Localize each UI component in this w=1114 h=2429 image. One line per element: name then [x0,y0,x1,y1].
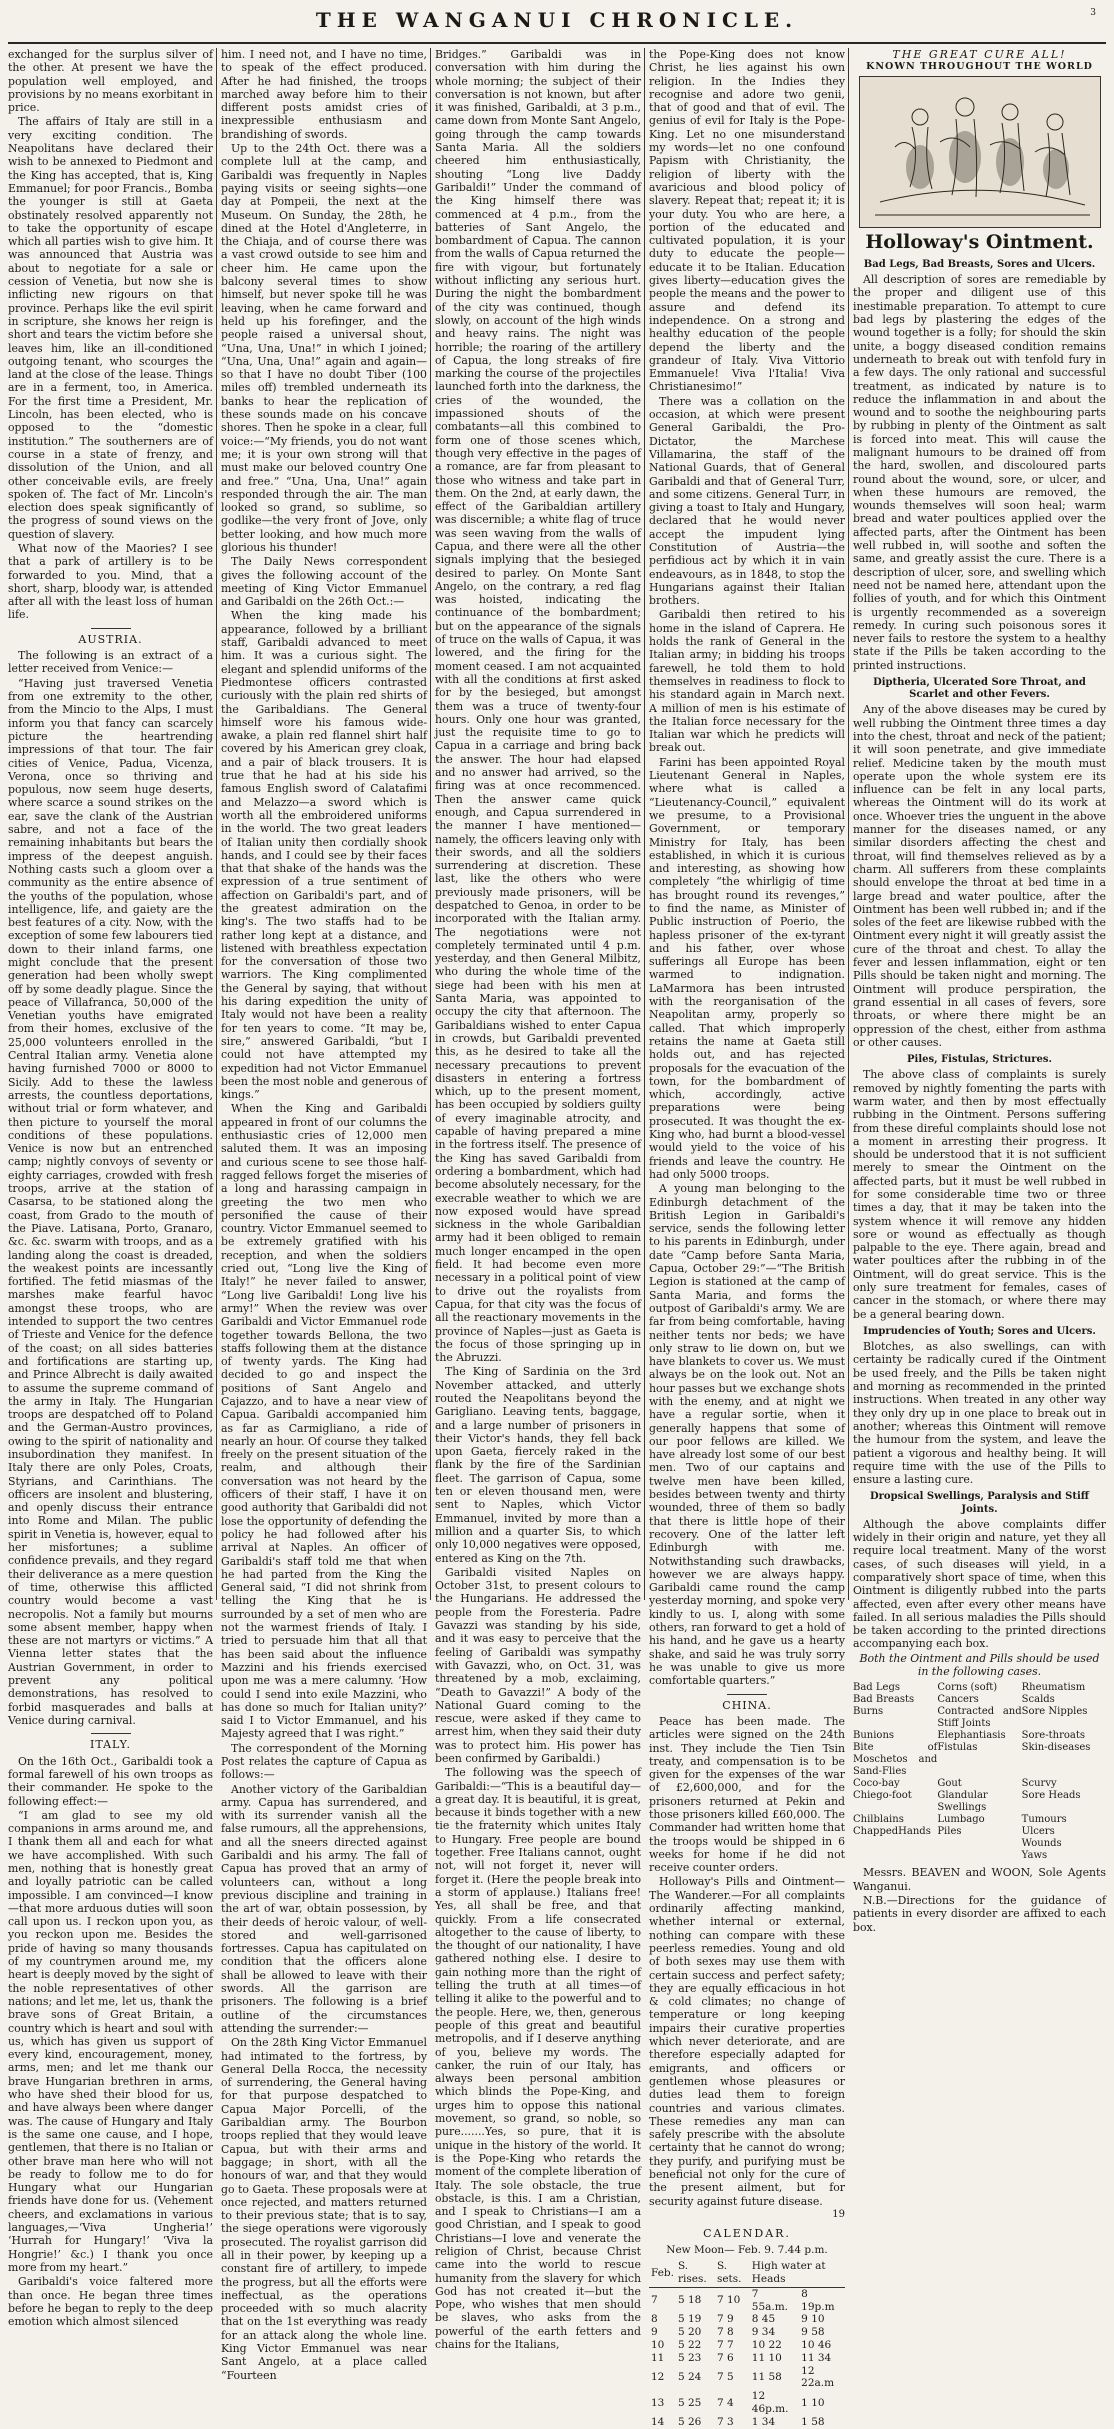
ailment-item: Bunions [853,1730,895,1742]
calendar-cell: 7 4 [716,2396,734,2409]
ailment-item: Skin-diseases [1021,1742,1091,1754]
calendar-cell: 11 10 [751,2351,782,2364]
calendar-cell: 7 3 [716,2415,734,2428]
calendar-cell: 8 45 [751,2313,776,2326]
ad-section-heading: Imprudencies of Youth; Sores and Ulcers. [863,1325,1096,1337]
ailment-item: Scalds [1021,1694,1055,1706]
calendar-cell: 7 9 [716,2313,734,2326]
calendar-cell: 7 7 [716,2339,734,2352]
paragraph: Although the above complaints differ widely in their origin and nature, yet they all require local treatment. Many of the worst cases, of such diseases will yield, in a comparatively short space of time, when this Ointment is diligently rubbed into the parts affected, even after every other means have failed. In all serious maladies the Pills should be taken according to the printed directions accompanying each box. [853,1517,1106,1651]
calendar-moon: New Moon— Feb. 9. 7.44 p.m. [666,2243,828,2256]
column-5-advertisement [853,48,1106,1934]
paragraph: the Pope-King does not know Christ, he lies against his own religion. In the Indies they recognise and adore two genii, that of good and that of evil. The genius of evil for Italy is the Pope-King. Let no one misunderstand my words—let no one confound Papism with Christianity, the religion of liberty with the avaricious and blood policy of slavery. Repeat that; repeat it; it is your duty. You who are here, a portion of the educated and cultivated population, it is your duty to educate the people—educate it to be Italian. Education gives liberty—education gives the people the means and the power to assure and defend its independence. On a strong and healthy education of the people depend the liberty and the grandeur of Italy. Viva Vittorio Emmanuele! Viva l'Italia! Viva Christianesimo!” [649,48,845,394]
calendar-row [649,2365,845,2391]
paragraph: The Daily News correspondent gives the following account of the meeting of King Victor Emmanuel and Garibaldi on the 26th Oct.:— [221,555,427,609]
calendar-cell: 5 22 [677,2339,702,2352]
ailment-item: Yaws [1021,1850,1048,1862]
ailment-item: Contracted and Stiff Joints [937,1706,1022,1730]
paragraph: Another victory of the Garibaldian army. Capua has surrendered, and with its surrender vanish all the false rumours, all the apprehensions, and all the sneers directed against Garibaldi and his army. The fall of Capua has proved that an army of volunteers can, without a long previous discipline and training in the art of war, obtain possession, by their deeds of heroic valour, of well-stored and well-garrisoned fortresses. Capua has capitulated on condition that the officers alone shall be allowed to leave with their swords. All the garrison are prisoners. The following is a brief outline of the circumstances attending the surrender:— [221,1782,427,2035]
column-4 [649,48,845,2428]
calendar-cell: 11 34 [801,2351,832,2364]
calendar-cell: 5 20 [677,2326,702,2339]
paragraph: Holloway's Pills and Ointment—The Wanderer.—For all complaints ordinarily affecting mankind, whether internal or external, nothing can compare with these peerless remedies. Young and old of both sexes may use them with certain success and perfect safety; they are equally efficacious in hot & cold climates; no change of temperature or long keeping impairs their curative properties which never deteriorate, and are therefore especially adapted for emigrants, and officers or gentlemen whose pleasures or duties lead them to foreign countries and various climates. These remedies any man can safely prescribe with the absolute certainty that he cannot do wrong; they purify, and purifying must be beneficial not only for the cure of the present ailment, but for security against future disease. [649,1875,845,2208]
paragraph: The King of Sardinia on the 3rd November attacked, and utterly routed the Neapolitans beyond the Garigliano. Leaving tents, baggage, and a large number of prisoners in their Victor's hands, they fell back upon Gaeta, fiercely raked in the flank by the fire of the Sardinian fleet. The garrison of Capua, some ten or eleven thousand men, were sent to Naples, which Victor Emmanuel, invited by more than a million and a quarter Sis, to which only 10,000 negatives were opposed, entered as King on the 7th. [435,1365,641,1565]
paragraph: Garibaldi's voice faltered more than once. He began three times before he began to reply to the deep emotion which almost silenced [8,2275,213,2329]
ailment-item: Chiego-foot [853,1790,912,1802]
ad-headline: THE GREAT CURE ALL! [892,48,1067,61]
column-divider [848,48,849,1600]
calendar-cell: 8 [651,2313,658,2326]
paragraph: There was a collation on the occasion, at which were present General Garibaldi, the Pro-Dictator, the Marchese Villamarina, the staff of the National Guards, that of General Garibaldi and that of General Turr, and some citizens. General Turr, in giving a toast to Italy and Hungary, declared that he would never accept the impudent lying Constitution of Austria—the perfidious act by which it in vain endeavours, as in 1848, to stop the Hungarians against their Italian brothers. [649,394,845,608]
paragraph: Bridges.” Garibaldi was in conversation with him during the whole morning; the subject of their conversation is not known, but after it was finished, Garibaldi, at 3 p.m., came down from Monte Sant Angelo, going through the camp towards Santa Maria. All the soldiers cheered him enthusiastically, shouting “Long live Daddy Garibaldi!” Under the command of the King himself there was commenced at 4 p.m., from the batteries of Sant Angelo, the bombardment of Capua. The cannon from the walls of Capua returned the fire with vigour, but fortunately without inflicting any serious hurt. During the night the bombardment of the city was continued, though slowly, on account of the high winds and heavy rains. The night was horrible; the roaring of the artillery of Capua, the long streaks of fire marking the course of the projectiles launched forth into the darkness, the cries of the wounded, the impassioned shouts of the combatants—all this combined to form one of those scenes which, though very effective in the pages of a romance, are far from pleasant to those who witness and take part in them. On the 2nd, at early dawn, the effect of the Garibaldian artillery was discernible; a white flag of truce was seen waving from the walls of Capua, and there were all the other signals implying that the besieged desired to parley. On Monte Sant Angelo, on the contrary, a red flag was hoisted, indicating the continuance of the bombardment; but on the appearance of the signals of truce on the walls of Capua, it was lowered, and the firing for the moment ceased. I am not acquainted with all the conditions at first asked for by the besieged, but amongst them was a truce of twenty-four hours. Only one hour was granted, just the requisite time to go to Capua in a carriage and bring back the answer. The hour had elapsed and no answer had arrived, so the firing was at once recommenced. Then the answer came quick enough, and Capua surrendered in the manner I have mentioned—namely, the officers leaving only with their swords, and all the soldiers surrendering at discretion. These last, like the others who were previously made prisoners, will be despatched to Genoa, in order to be incorporated with the Italian army. The negotiations were not completely terminated until 4 p.m. yesterday, and then General Milbitz, who during the whole time of the siege had been with his men at Santa Maria, was appointed to occupy the city that afternoon. The Garibaldians wished to enter Capua in crowds, but Garibaldi prevented this, as he desired to take all the necessary precautions to prevent disasters in entering a fortress which, up to the present moment, has been occupied by soldiers guilty of every imaginable atrocity, and capable of having prepared a mine in the fortress itself. The presence of the King has saved Garibaldi from ordering a bombardment, which had become absolutely necessary, for the execrable weather to which we are now exposed would have spread sickness in the whole Garibaldian army had it been obliged to remain much longer encamped in the open field. It had become even more necessary in a political point of view to drive out the royalists from Capua, for that city was the focus of all the reactionary movements in the province of Naples—just as Gaeta is the focus of those springing up in the Abruzzi. [435,48,641,1365]
ailment-item [937,1850,1021,1862]
header-rule [8,42,1106,44]
ailment-item: Bad Legs [853,1682,900,1694]
ailment-item: Lumbago [937,1814,985,1826]
ailments-list [853,1682,1106,1862]
masthead: THE WANGANUI CHRONICLE. [315,8,799,32]
calendar-row [649,2390,845,2416]
paragraph: The correspondent of the Morning Post relates the capture of Capua as follows:— [221,1741,427,1782]
calendar-cell: 1 10 [801,2396,825,2409]
calendar-title: CALENDAR. [703,2227,791,2241]
ad-section-heading: Bad Legs, Bad Breasts, Sores and Ulcers. [863,258,1096,270]
page-number: 3 [1090,8,1096,18]
ailment-item: Glandular Swellings [937,1790,988,1814]
calendar-header: Feb. [649,2259,676,2287]
paragraph: On the 28th King Victor Emmanuel had intimated to the fortress, by General Della Rocca, the necessity of surrendering, the General having for that purpose despatched to Capua Major Porcelli, of the Garibaldian army. The Bourbon troops replied that they would leave Capua, but with their arms and baggage; in short, with all the honours of war, and that they would go to Gaeta. These proposals were at once rejected, and matters returned to their previous state; that is to say, the siege operations were vigorously prosecuted. The royalist garrison did all in their power, by keeping up a constant fire of artillery, to impede the progress, but all the efforts were ineffectual, as the operations proceeded with so much alacrity that on the 1st everything was ready for an attack along the whole line. King Victor Emmanuel was near Sant Angelo, at a place called “Fourteen [221,2036,427,2382]
calendar-cell: 7 8 [716,2326,734,2339]
ailment-item: Sore-throats [1021,1730,1085,1742]
ad-section-heading: Dropsical Swellings, Paralysis and Stiff Joints. [869,1491,1090,1515]
ailment-item [853,1850,937,1862]
calendar-cell: 7 6 [716,2351,734,2364]
calendar-cell: 10 22 [751,2339,782,2352]
paragraph: Any of the above diseases may be cured by well rubbing the Ointment three times a day into the chest, throat and neck of the patient; it will soon penetrate, and give immediate relief. Medicine taken by the mouth must operate upon the whole system ere its influence can be felt in any local parts, whereas the Ointment will do its work at once. Whoever tries the unguent in the above manner for the diseases named, or any similar disorders affecting the chest and throat, will find themselves relieved as by a charm. All sufferers from these complaints should envelope the throat at bed time in a large bread and water poultice, after the Ointment has been well rubbed in; and if the soles of the feet are likewise rubbed with the Ointment every night it will greatly assist the cure of the throat and chest. To allay the fever and lessen inflammation, eight or ten Pills should be taken night and morning. The Ointment will produce perspiration, the grand essential in all cases of fevers, sore throats, or where there might be an oppression of the chest, either from asthma or other causes. [853,703,1106,1049]
calendar-cell: 5 23 [677,2351,702,2364]
calendar-table [649,2259,845,2428]
calendar-row [649,2352,845,2365]
calendar-cell: 7 55a.m. [751,2287,789,2313]
ailment-item: Sore Nipples [1021,1706,1088,1718]
engraving-illustration [859,76,1101,228]
ailment-item: Gout [937,1778,962,1790]
paragraph: What now of the Maories? I see that a park of artillery is to be forwarded to you. Mind, that a short, sharp, bloody war, is attended after all with the least loss of human life. [8,541,213,622]
section-heading-china: CHINA. [649,1694,845,1712]
calendar-header: S. sets. [715,2259,750,2287]
column-divider [430,48,431,1600]
column-divider [644,48,645,1600]
ad-usage-note: Both the Ointment and Pills should be used in the following cases. [859,1651,1100,1679]
calendar-cell: 7 [651,2294,658,2307]
calendar-cell: 10 46 [801,2339,832,2352]
calendar-cell: 9 34 [751,2326,776,2339]
column-1 [8,48,213,2329]
calendar-row [649,2313,845,2326]
paragraph: The above class of complaints is surely removed by nightly fomenting the parts with warm water, and then by most effectually rubbing in the Ointment. Persons suffering from these direful complaints should lose not a moment in arresting their progress. It should be understood that it is not sufficient merely to smear the Ointment on the affected parts, but it must be well rubbed in for some considerable time two or three times a day, that it may be taken into the system whence it will remove any hidden sore or wound as effectually as though palpable to the eye. There again, bread and water poultices after the rubbing in of the Ointment, will do great service. This is the only sure treatment for females, cases of cancer in the stomach, or where there may be a general bearing down. [853,1068,1106,1321]
paragraph: Peace has been made. The articles were signed on the 24th inst. They include the Tien Tsin treaty, and compensation is to be given for the expenses of the war of £2,600,000, and for the prisoners returned at Pekin and those prisoners killed £60,000. The Commander had written home that the troops would be shipped in 6 weeks for home if he did not receive counter orders. [649,1714,845,1875]
calendar-row [649,2326,845,2339]
calendar-cell: 13 [651,2396,665,2409]
ailment-item: Wounds [1021,1838,1062,1850]
paragraph: him. I need not, and I have no time, to speak of the effect produced. After he had finished, the troops marched away before him to their different posts amidst cries of inexpressible enthusiasm and brandishing of swords. [221,48,427,141]
ailment-item: Piles [937,1826,962,1838]
ad-directions-note: N.B.—Directions for the guidance of patients in every disorder are affixed to each box. [853,1893,1106,1934]
ad-section-heading: Piles, Fistulas, Strictures. [907,1054,1052,1066]
calendar-cell: 12 [651,2371,665,2384]
ailment-item: Rheumatism [1021,1682,1086,1694]
paragraph: Up to the 24th Oct. there was a complete lull at the camp, and Garibaldi was frequently in Naples paying visits or seeing sights—one day at Pompeii, the next at the Museum. On Sunday, the 28th, he dined at the Hotel d'Angleterre, in the Chiaja, and of course there was a vast crowd outside to see him and cheer him. He came upon the balcony several times to show himself, but never spoke till he was leaving, when he came forward and held up his forefinger, and the people raised a universal shout, “Una, Una, Una!” in which I joined; “Una, Una, Una!” again and again—so that I have no doubt Tiber (100 miles off) trembled underneath its banks to hear the replication of these sounds made on his concave shores. Then he spoke in a clear, full voice:—“My friends, you do not want me; it is your own strong will that must make our beloved country One and free.” “Una, Una, Una!” again responded through the air. The man looked so grand, so sublime, so godlike—the very front of Jove, only better looking, and how much more glorious his thunder! [221,142,427,554]
ailment-item: Burns [853,1706,884,1718]
paragraph: Garibaldi then retired to his home in the island of Caprera. He holds the rank of General in the Italian army; in bidding his troops farewell, he told them to hold themselves in readiness to flock to his standard again in March next. A million of men is his estimate of the Italian force necessary for the Italian war which he predicts will break out. [649,608,845,755]
ailment-item: Cancers [937,1694,979,1706]
column-2 [221,48,427,2382]
notice-number: 19 [832,2208,845,2220]
calendar-cell: 10 [651,2339,665,2352]
ailment-item: Fistulas [937,1742,978,1754]
ailment-item: Tumours [1021,1814,1067,1826]
paragraph: Farini has been appointed Royal Lieutenant General in Naples, where what is called a “Lieutenancy-Council,” equivalent we presume, to a Provisional Government, or temporary Ministry for Italy, has been established, in which it is curious and interesting, as showing how completely “the whirligig of time has brought round its revenges,” to find the name, as Minister of Public instruction of Poerio, the hapless prisoner of the ex-tyrant and his father, over whose sufferings all Europe has been warmed to indignation. LaMarmora has been intrusted with the reorganisation of the Neapolitan army, properly so called. That which improperly retains the name at Gaeta still holds out, and has rejected proposals for the evacuation of the town, for the bombardment of which, accordingly, active preparations were being prosecuted. It was thought the ex-King who, had burnt a blood-vessel would yield to the voice of his friends and leave the country. He had only 5000 troops. [649,755,845,1181]
calendar-cell: 7 10 [716,2294,741,2307]
ailment-item: Scurvy [1021,1778,1057,1790]
calendar-body [649,2287,845,2428]
section-heading-austria: AUSTRIA. [8,628,213,646]
paragraph: All description of sores are remediable by the proper and diligent use of this inestimable preparation. To attempt to cure bad legs by plastering the edges of the wound together is a folly; for should the skin unite, a boggy diseased condition remains underneath to break out with tenfold fury in a few days. The only rational and successful treatment, as indicated by nature is to reduce the inflammation in and about the wound and to soothe the neighbouring parts by rubbing in plenty of the Ointment as salt is forced into meat. This will cause the malignant humours to be drained off from the hard, swollen, and discoloured parts round about the wound, sore, or ulcer, and when these humours are removed, the wounds themselves will soon heal; warm bread and water poultices applied over the affected parts, after the Ointment has been well rubbed in, will soothe and soften the same, and greatly assist the cure. There is a description of ulcer, sore, and swelling which need not be named here, attendant upon the follies of youth, and for which this Ointment is urgently recommended as a sovereign remedy. In curing such poisonous sores it never fails to restore the system to a healthy state if the Pills be taken according to the printed instructions. [853,273,1106,672]
paragraph: “Having just traversed Venetia from one extremity to the other, from the Mincio to the Alps, I must inform you that fancy can scarcely picture the heartrending impressions of that tour. The fair cities of Venice, Padua, Vicenza, Verona, once so thriving and populous, now seem huge deserts, where scarce a sound strikes on the ear, save the clank of the Austrian sabre, and not a face of the remaining inhabitants but bears the impress of the deepest anguish. Nothing casts such a gloom over a community as the entire absence of the youths of the population, whose intelligence, life, and gaiety are the best features of a city. Now, with the exception of some few labourers tied down to their inland farms, one might conclude that the present generation had been wholly swept off by some deadly plague. Since the peace of Villafranca, 50,000 of the Venetian youths have emigrated from their homes, exclusive of the 25,000 volunteers enrolled in the Central Italian army. Venetia alone having furnished 7000 or 8000 to Sicily. Add to these the lawless arrests, the countless deportations, without trial or form whatever, and then picture to yourself the moral conditions of these populations. Venice is now but an entrenched camp; nightly convoys of seventy or eighty carriages, crowded with fresh troops, arrive at the station of Casarsa, to be stationed along the coast, from Grado to the mouth of the Piave. Latisana, Porto, Granaro, &c. &c. swarm with troops, and as a landing along the coast is dreaded, the weakest points are incessantly fortified. The fetid miasmas of the marshes make fearful havoc amongst these troops, who are intended to support the two centres of Trieste and Venice for the defence of the coast; on all sides batteries and fortifications are starting up, and Prince Albrecht is daily awaited to assume the supreme command of the army in Italy. The Hungarian troops are despatched off to Poland and the German-Austro provinces, owing to the spirit of nationality and insubordination they manifest. In Italy there are only Poles, Croats, Styrians, and Carinthians. The officers are insolent and blustering, and openly discuss their entrance into Rome and Milan. The public spirit in Venetia is, however, equal to her misfortunes; a sublime confidence prevails, and they regard their deliverance as a mere question of time, otherwise this afflicted country would become a vast necropolis. Not a family but mourns some absent member, happy when these are not martyrs or victims.” A Vienna letter states that the Austrian Government, in order to prevent any political demonstrations, has resolved to forbid masquerades and balls at Venice during carnival. [8,676,213,1727]
ailment-item: Elephantiasis [937,1730,1006,1742]
calendar-row [649,2287,845,2313]
ailment-item: ChappedHands [853,1826,931,1838]
ad-agents: Messrs. BEAVEN and WOON, Sole Agents Wanganui. [853,1866,1106,1893]
ailment-item: Bad Breasts [853,1694,915,1706]
calendar-header: High water at Heads [750,2259,845,2287]
calendar-cell: 11 [651,2351,665,2364]
calendar-cell: 9 58 [801,2326,825,2339]
calendar-header: S. rises. [676,2259,715,2287]
ad-subheadline: KNOWN THROUGHOUT THE WORLD [866,61,1093,73]
calendar-row [649,2416,845,2429]
ailment-item: Corns (soft) [937,1682,998,1694]
ailment-item [853,1838,937,1850]
calendar-cell: 7 5 [716,2371,734,2384]
ad-brand-title: Holloway's Ointment. [865,230,1094,253]
ailment-item: Ulcers [1021,1826,1055,1838]
calendar-cell: 5 25 [677,2396,702,2409]
paragraph: The following is an extract of a letter received from Venice:— [8,649,213,676]
calendar-cell: 14 [651,2415,665,2428]
calendar-cell: 9 10 [801,2313,825,2326]
ailment-item [937,1838,1021,1850]
calendar-cell: 5 24 [677,2371,702,2384]
calendar-cell: 12 46p.m. [751,2390,789,2416]
ailment-item: Chilblains [853,1814,904,1826]
paragraph: When the King and Garibaldi appeared in front of our columns the enthusiastic cries of 12,000 men saluted them. It was an imposing and curious scene to see those half-ragged fellows forget the miseries of a long and harassing campaign in greeting the two men who personified the cause of their country. Victor Emmanuel seemed to be extremely gratified with his reception, and when the soldiers cried out, “Long live the King of Italy!” he never failed to answer, “Long live Garibaldi! Long live his army!” When the review was over Garibaldi and Victor Emmanuel rode together towards Bellona, the two staffs following them at the distance of twenty yards. The King had decided to go and inspect the positions of Sant Angelo and Cajazzo, and to have a near view of Capua. Garibaldi accompanied him as far as Carmigliano, a ride of nearly an hour. Of course they talked freely on the present situation of the realm, and although their conversation was not heard by the officers of their staff, I have it on good authority that Garibaldi did not lose the opportunity of defending the policy he had followed after his arrival at Naples. An officer of Garibaldi's staff told me that when he had parted from the King the General said, “I did not shrink from telling the King that he is surrounded by a set of men who are not the warmest friends of Italy. I tried to persuade him that all that has been said about the influence Mazzini and his friends exercised upon me was a mere calumny. ‘How could I send into exile Mazzini, who has done so much for Italian unity?’ said I to Victor Emmanuel, and his Majesty agreed that I was right.” [221,1102,427,1741]
paragraph: A young man belonging to the Edinburgh detachment of the British Legion in Garibaldi's service, sends the following letter to his parents in Edinburgh, under date “Camp before Santa Maria, Capua, October 29:”—“The British Legion is stationed at the camp of Santa Maria, and forms the outpost of Garibaldi's army. We are far from being comfortable, having neither tents nor beds; we have only straw to lie down on, but we have blankets to cover us. We must always be on the look out. Not an hour passes but we exchange shots with the enemy, and at night we have a regular sortie, when it generally happens that some of our poor fellows are killed. We have already lost some of our best men. Two of our captains and twelve men have been killed, besides between twenty and thirty wounded, three of them so badly that there is little hope of their recovery. One of the latter left Edinburgh with me. Notwithstanding such drawbacks, however we are always happy. Garibaldi came round the camp yesterday morning, and spoke very kindly to us. I, along with some others, ran forward to get a hold of his hand, and he gave us a hearty shake, and said he was truly sorry he was unable to give us more comfortable quarters.” [649,1182,845,1688]
calendar-cell: 12 22a.m [801,2364,835,2390]
paragraph: When the king made his appearance, followed by a brilliant staff, Garibaldi advanced to meet him. It was a curious sight. The elegant and splendid uniforms of the Piedmontese officers contrasted curiously with the plain red shirts of the Garibaldians. The General himself wore his famous wide-awake, a plain red flannel shirt half covered by his American grey cloak, and a pair of black trousers. It is true that he had at his side his famous English sword of Calatafimi and Melazzo—a sword which is worth all the embroidered uniforms in the world. The two great leaders of Italian unity then cordially shook hands, and I could see by their faces that that shake of the hands was the expression of a true sentiment of affection on Garibaldi's part, and of the greatest admiration on the king's. The two staffs had to be rather long kept at a distance, and listened with breathless expectation for the conversation of those two warriors. The King complimented the General by saying, that without his daring expedition the unity of Italy would not have been a reality for ten years to come. “It may be, sire,” answered Garibaldi, “but I could not have attempted my expedition had not Victor Emmanuel been the most noble and generous of kings.” [221,609,427,1102]
ailment-item: Coco-bay [853,1778,900,1790]
paragraph: The affairs of Italy are still in a very exciting condition. The Neapolitans have declared their wish to be annexed to Piedmont and the King has accepted, that is, King Emmanuel; for poor Francis., Bomba the younger is still at Gaeta obstinately resolved apparently not to take the opportunity of escape which all parties wish to give him. It was announced that Austria was about to negotiate for a sale or cession of Venetia, but now she is inflicting new rigours on that province. Perhaps like the evil spirit in scripture, she knows her reign is short and tears the victim before she leaves him, like an ill-conditioned outgoing tenant, who scourges the land at the close of the lease. Things are in a ferment, too, in America. For the first time a President, Mr. Lincoln, has been elected, who is opposed to the “domestic institution.” The southerners are of course in a state of frenzy, and dissolution of the Union, and all other conceivable evils, are freely spoken of. The fact of Mr. Lincoln's election does speak significantly of the progress of sound views on the question of slavery. [8,115,213,541]
calendar-cell: 5 19 [677,2313,702,2326]
column-divider [216,48,217,1600]
section-heading-italy: ITALY. [8,1733,213,1751]
calendar-cell: 8 19p.m [801,2287,835,2313]
paragraph: Garibaldi visited Naples on October 31st, to present colours to the Hungarians. He addressed the people from the Foresteria. Padre Gavazzi was standing by his side, and it was easy to perceive that the feeling of Garibaldi was sympathy with Gavazzi, who, on Oct. 31, was threatened by a mob, exclaiming, “Death to Gavazzi!” A body of the National Guard coming to the rescue, were asked if they came to arrest him, when they said their duty was to protect him. His power has been confirmed by Garibaldi.) [435,1565,641,1765]
paragraph: Blotches, as also swellings, can with certainty be radically cured if the Ointment be used freely, and the Pills be taken night and morning as recommended in the printed instructions. When treated in any other way they only dry up in one place to break out in another; whereas this Ointment will remove the humour from the system, and leave the patient a vigorous and healthy being. It will require time with the use of the Pills to ensure a lasting cure. [853,1340,1106,1487]
calendar-cell: 1 34 [751,2415,776,2428]
calendar-cell: 9 [651,2326,658,2339]
calendar-cell: 11 58 [751,2371,782,2384]
calendar-cell: 5 26 [677,2415,702,2428]
column-3 [435,48,641,2352]
paragraph: “I am glad to see my old companions in arms around me, and I thank them all and each for what we have accomplished. With such men, nothing that is honestly great and loyally patriotic can be called impossible. I am convinced—I know—that more arduous duties will soon call upon us. I reckon upon you, as you reckon upon me. Besides the pride of having so many thousands of my countrymen around me, my heart is deeply moved by the sight of the noble representatives of other nations; and let me, let us, thank the brave sons of Great Britain, a country which is heart and soul with us, which has given us support of every kind, encouragement, money, arms, men; and let me thank our brave Hungarian brethren in arms, who have shed their blood for us, and have always been where danger was. The cause of Hungary and Italy is the same one cause, and I hope, gentlemen, that there is no Italian or other brave man here who will not be ready to follow me to do for Hungary what our Hungarian friends have done for us. (Vehement cheers, and exclamations in various languages,—‘Viva Ungheria!’ ‘Hurrah for Hungary!’ ‘Viva la Hongrie!’ &c.) I thank you once more from my heart.” [8,1808,213,2274]
ad-section-heading: Diptheria, Ulcerated Sore Throat, and Scarlet and other Fevers. [873,677,1086,701]
calendar-cell: 5 18 [677,2294,702,2307]
paragraph: exchanged for the surplus silver of the other. At present we have the population well employed, and provisions by no means exorbitant in price. [8,48,213,115]
calendar-cell: 1 58 [801,2415,825,2428]
paragraph: On the 16th Oct., Garibaldi took a formal farewell of his own troops as their commander. He spoke to the following effect:— [8,1754,213,1808]
paragraph: The following was the speech of Garibaldi:—“This is a beautiful day—a great day. It is beautiful, it is great, because it binds together with a new tie the fraternity which unites Italy to Hungary. Free people are bound together. Free Italians cannot, ought not, will not forget it, never will forget it. (Here the people break into a storm of applause.) Italians free! Yes, all shall be free, and that quickly. From a life consecrated altogether to the cause of liberty, to the thought of our nationality, I have gathered nothing else. I desire to gain nothing more than the right of telling the truth at all times—of telling it alike to the powerful and to the people. Here, we, then, generous people of this great and beautiful metropolis, and if I deserve anything of you, believe my words. The canker, the ruin of our Italy, has always been personal ambition which blinds the Pope-King, and urges him to oppose this national movement, so grand, so noble, so pure.......Yes, so pure, that it is unique in the history of the world. It is the Pope-King who retards the moment of the complete liberation of Italy. The sole obstacle, the true obstacle, is this. I am a Christian, and I speak to Christians—I am a good Christian, and I speak to good Christians—I love and venerate the religion of Christ, because Christ came into the world to rescue humanity from the slavery for which God has not created it—but the Pope, who wishes that men should be slaves, who asks from the powerful of the earth fetters and chains for the Italians, [435,1766,641,2352]
calendar-row [649,2339,845,2352]
ailment-item: Bite of Moschetos and Sand-Flies [853,1742,938,1778]
ailment-item: Sore Heads [1021,1790,1081,1802]
